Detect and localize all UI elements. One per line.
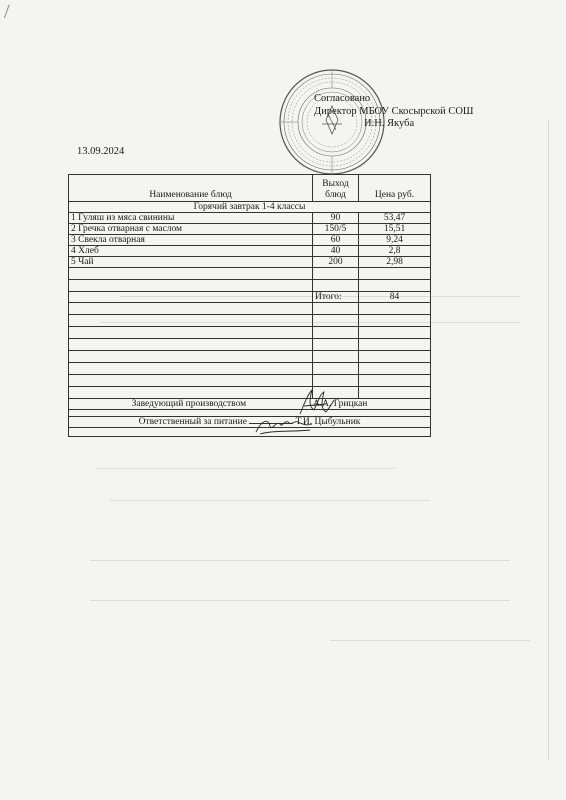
header-price: Цена руб. (359, 175, 431, 202)
scan-edge-mark (4, 5, 19, 22)
table-row (69, 235, 431, 246)
empty-row (69, 268, 431, 280)
dish-name: 2 Гречка отварная с маслом (69, 224, 313, 235)
approval-name: И.Н. Якуба (364, 118, 415, 129)
signature-cell (69, 399, 431, 410)
total-spacer (69, 292, 313, 303)
header-output: Выход блюд (313, 175, 359, 202)
document-date: 13.09.2024 (77, 146, 125, 157)
bleed-line (95, 468, 395, 469)
empty-row (69, 351, 431, 363)
table-header-row (69, 175, 431, 202)
header-dish-name: Наименование блюд (69, 175, 313, 202)
handwritten-signature (296, 386, 336, 418)
empty-row (69, 280, 431, 292)
table-row (69, 224, 431, 235)
bleed-line (330, 640, 530, 641)
production-head-name: А.А. Грицкан (312, 399, 368, 409)
empty-row (69, 363, 431, 375)
total-value: 84 (359, 292, 431, 303)
empty-row (69, 339, 431, 351)
approval-block (300, 93, 474, 131)
dish-name: 4 Хлеб (69, 246, 313, 257)
dish-output: 40 (313, 246, 359, 257)
bleed-line (110, 500, 430, 501)
total-row (69, 292, 431, 303)
approval-position: Директор МБОУ Скосырской СОШ (314, 105, 474, 117)
empty-row (69, 428, 431, 437)
empty-row (69, 410, 431, 417)
section-row (69, 202, 431, 213)
dish-name: 3 Свекла отварная (69, 235, 313, 246)
signature-row-nutrition (69, 417, 431, 428)
bleed-line (90, 600, 510, 601)
dish-price: 53,47 (359, 213, 431, 224)
dish-output: 150/5 (313, 224, 359, 235)
handwritten-signature (254, 416, 314, 438)
dish-output: 200 (313, 257, 359, 268)
table-row (69, 246, 431, 257)
approval-title: Согласовано (314, 93, 371, 104)
total-label: Итого: (313, 292, 359, 303)
section-title: Горячий завтрак 1-4 классы (69, 202, 431, 213)
table-row (69, 213, 431, 224)
bleed-line (548, 120, 549, 760)
signature-row-production (69, 399, 431, 410)
nutrition-resp-name: Т.И. Цыбульник (295, 417, 361, 427)
dish-name: 5 Чай (69, 257, 313, 268)
dish-price: 2,8 (359, 246, 431, 257)
signature-cell (69, 417, 431, 428)
empty-row (69, 303, 431, 315)
production-head-label: Заведующий производством (131, 399, 247, 409)
dish-output: 60 (313, 235, 359, 246)
dish-price: 9,24 (359, 235, 431, 246)
empty-row (69, 315, 431, 327)
empty-row (69, 375, 431, 387)
menu-table (68, 174, 431, 437)
dish-name: 1 Гуляш из мяса свинины (69, 213, 313, 224)
dish-price: 2,98 (359, 257, 431, 268)
bleed-line (90, 560, 510, 561)
dish-output: 90 (313, 213, 359, 224)
dish-price: 15,51 (359, 224, 431, 235)
table-row (69, 257, 431, 268)
nutrition-resp-label: Ответственный за питание (138, 417, 247, 427)
empty-row (69, 387, 431, 399)
empty-row (69, 327, 431, 339)
